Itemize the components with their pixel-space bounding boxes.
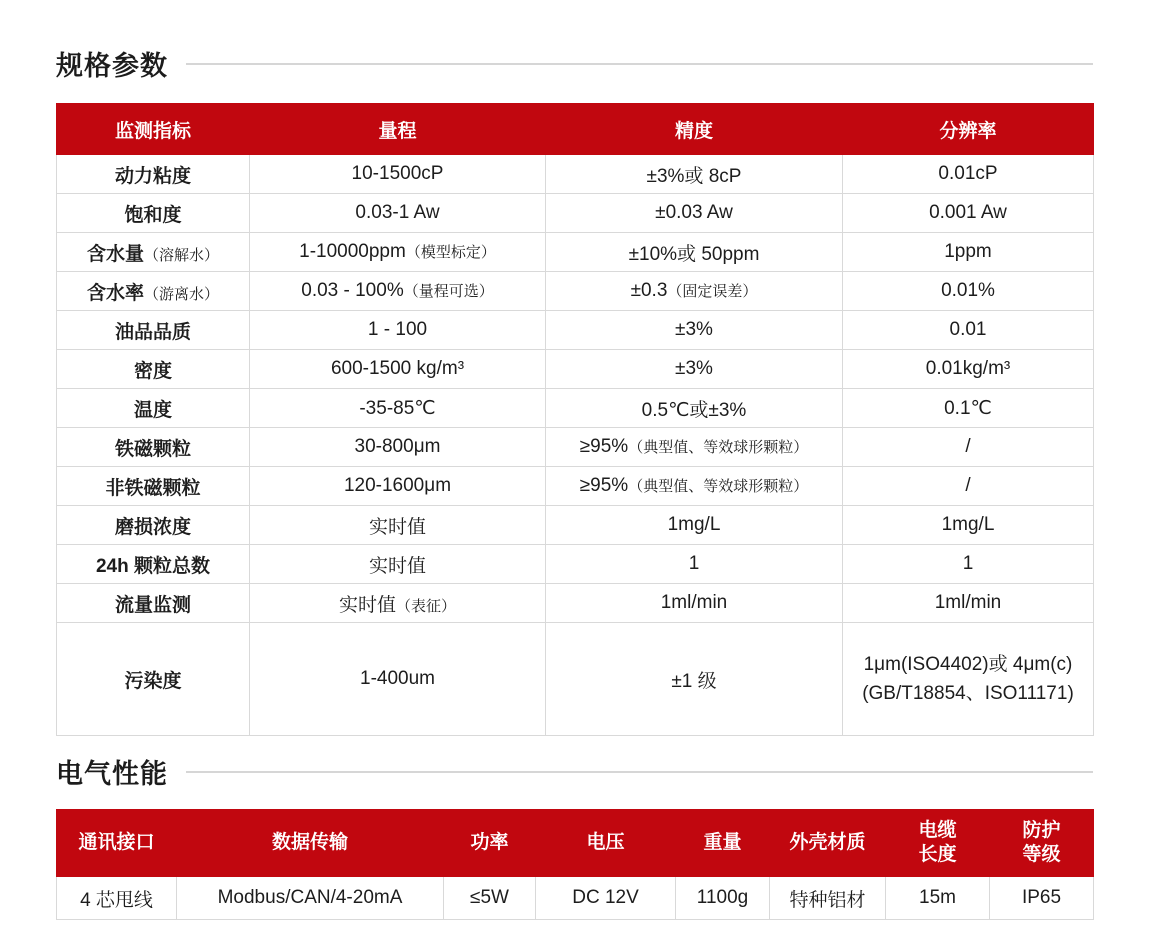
cell-range bbox=[250, 506, 546, 545]
range-value: 0.03-1 Aw bbox=[355, 202, 440, 223]
column-header-data-transfer: 数据传输 bbox=[177, 810, 444, 877]
cell-accuracy bbox=[546, 272, 843, 311]
metric-sublabel: （溶解水） bbox=[144, 246, 220, 264]
accuracy-value: ±3% bbox=[675, 319, 713, 340]
elec-table-head bbox=[57, 810, 1094, 877]
metric-label: 油品品质 bbox=[114, 321, 191, 343]
cell-range bbox=[250, 311, 546, 350]
cell-metric bbox=[57, 233, 250, 272]
range-value: 实时值 bbox=[338, 594, 396, 616]
cell-accuracy bbox=[546, 233, 843, 272]
column-header-resolution: 分辨率 bbox=[843, 104, 1094, 155]
range-value: 120-1600μm bbox=[343, 475, 452, 496]
cell-resolution: 0.01% bbox=[843, 272, 1094, 311]
accuracy-value: ±3%或 8cP bbox=[646, 165, 742, 187]
table-row bbox=[57, 272, 1094, 311]
cell-accuracy bbox=[546, 389, 843, 428]
cell-accuracy bbox=[546, 350, 843, 389]
cell-accuracy bbox=[546, 467, 843, 506]
accuracy-value: 1ml/min bbox=[660, 592, 728, 613]
cell-metric bbox=[57, 428, 250, 467]
cell-metric bbox=[57, 623, 250, 736]
protection-line-1: 防护 bbox=[1022, 820, 1061, 842]
cell-metric bbox=[57, 467, 250, 506]
range-value: 30-800μm bbox=[354, 436, 441, 457]
cell-interface: 4 芯甩线 bbox=[57, 877, 177, 920]
cell-metric bbox=[57, 311, 250, 350]
cell-housing-material: 特种铝材 bbox=[770, 877, 886, 920]
metric-label: 24h 颗粒总数 bbox=[95, 555, 211, 577]
cable-length-line-1: 电缆 bbox=[918, 820, 957, 842]
cell-accuracy bbox=[546, 428, 843, 467]
accuracy-value: ±0.03 Aw bbox=[655, 202, 733, 223]
column-header-metric: 监测指标 bbox=[57, 104, 250, 155]
cell-resolution: 1mg/L bbox=[843, 506, 1094, 545]
table-row bbox=[57, 623, 1094, 736]
accuracy-value: ±0.3 bbox=[630, 280, 668, 301]
range-value: 1 - 100 bbox=[367, 319, 428, 340]
range-note: （量程可选） bbox=[403, 283, 494, 300]
range-value: -35-85℃ bbox=[359, 397, 436, 419]
range-value: 10-1500cP bbox=[351, 163, 444, 184]
spec-section-heading bbox=[56, 0, 1093, 83]
cell-range bbox=[250, 545, 546, 584]
cell-accuracy bbox=[546, 623, 843, 736]
accuracy-value: 1mg/L bbox=[667, 514, 721, 535]
range-value: 0.03 - 100% bbox=[301, 280, 404, 301]
cell-range bbox=[250, 623, 546, 736]
column-header-weight: 重量 bbox=[676, 810, 770, 877]
cell-resolution: 0.001 Aw bbox=[843, 194, 1094, 233]
metric-label: 温度 bbox=[133, 399, 172, 421]
cell-resolution: / bbox=[843, 428, 1094, 467]
cell-metric bbox=[57, 194, 250, 233]
cell-resolution: / bbox=[843, 467, 1094, 506]
cell-range bbox=[250, 194, 546, 233]
cell-resolution: 0.1℃ bbox=[843, 389, 1094, 428]
column-header-voltage: 电压 bbox=[536, 810, 676, 877]
spec-section-title: 规格参数 bbox=[56, 51, 168, 81]
column-header-protection-rating bbox=[990, 810, 1094, 877]
cell-cable-length: 15m bbox=[886, 877, 990, 920]
metric-label: 密度 bbox=[133, 360, 172, 382]
cell-metric bbox=[57, 584, 250, 623]
accuracy-value: ±10%或 50ppm bbox=[628, 243, 760, 265]
accuracy-value: ±1 级 bbox=[671, 670, 717, 692]
cell-resolution: 0.01cP bbox=[843, 155, 1094, 194]
cell-metric bbox=[57, 389, 250, 428]
cell-range bbox=[250, 272, 546, 311]
metric-label: 饱和度 bbox=[124, 204, 182, 226]
cell-accuracy bbox=[546, 506, 843, 545]
spec-table-head bbox=[57, 104, 1094, 155]
range-value: 600-1500 kg/m³ bbox=[330, 358, 465, 379]
metric-label: 非铁磁颗粒 bbox=[105, 477, 201, 499]
heading-divider bbox=[186, 771, 1093, 773]
cell-protection-rating: IP65 bbox=[990, 877, 1094, 920]
table-row bbox=[57, 233, 1094, 272]
cell-resolution: 0.01 bbox=[843, 311, 1094, 350]
cell-resolution: 1ppm bbox=[843, 233, 1094, 272]
column-header-cable-length bbox=[886, 810, 990, 877]
cell-range bbox=[250, 389, 546, 428]
accuracy-value: ±3% bbox=[675, 358, 713, 379]
column-header-range: 量程 bbox=[250, 104, 546, 155]
electrical-performance-table bbox=[56, 809, 1094, 920]
cell-range bbox=[250, 584, 546, 623]
cell-accuracy bbox=[546, 545, 843, 584]
metric-label: 流量监测 bbox=[114, 594, 191, 616]
cell-resolution: 1ml/min bbox=[843, 584, 1094, 623]
accuracy-note: （典型值、等效球形颗粒） bbox=[628, 478, 809, 495]
protection-line-2: 等级 bbox=[1022, 844, 1061, 865]
cell-range bbox=[250, 233, 546, 272]
heading-divider bbox=[186, 63, 1093, 65]
cell-voltage: DC 12V bbox=[536, 877, 676, 920]
range-value: 实时值 bbox=[368, 516, 426, 538]
cell-metric bbox=[57, 545, 250, 584]
cell-resolution: 1μm(ISO4402)或 4μm(c)(GB/T18854、ISO11171) bbox=[843, 623, 1094, 736]
table-row bbox=[57, 545, 1094, 584]
table-row bbox=[57, 350, 1094, 389]
electrical-section-heading bbox=[56, 736, 1093, 791]
cell-data-transfer: Modbus/CAN/4-20mA bbox=[177, 877, 444, 920]
cell-accuracy bbox=[546, 311, 843, 350]
column-header-interface: 通讯接口 bbox=[57, 810, 177, 877]
cell-accuracy bbox=[546, 584, 843, 623]
cell-metric bbox=[57, 506, 250, 545]
cell-accuracy bbox=[546, 194, 843, 233]
table-row bbox=[57, 311, 1094, 350]
table-header-row bbox=[57, 104, 1094, 155]
cable-length-line-2: 长度 bbox=[918, 844, 957, 865]
accuracy-note: （典型值、等效球形颗粒） bbox=[628, 439, 809, 456]
metric-label: 污染度 bbox=[124, 670, 182, 692]
electrical-section-title: 电气性能 bbox=[56, 759, 168, 789]
cell-range bbox=[250, 350, 546, 389]
column-header-power: 功率 bbox=[444, 810, 536, 877]
cell-range bbox=[250, 155, 546, 194]
table-header-row bbox=[57, 810, 1094, 877]
accuracy-value: 0.5℃或±3% bbox=[641, 399, 747, 421]
table-row bbox=[57, 584, 1094, 623]
cell-range bbox=[250, 467, 546, 506]
cell-metric bbox=[57, 155, 250, 194]
table-row bbox=[57, 389, 1094, 428]
range-note: （模型标定） bbox=[405, 244, 496, 261]
metric-label: 动力粘度 bbox=[114, 165, 191, 187]
cell-weight: 1100g bbox=[676, 877, 770, 920]
range-value: 1-10000ppm bbox=[299, 241, 406, 262]
metric-label: 含水率 bbox=[86, 282, 144, 304]
table-row bbox=[57, 155, 1094, 194]
specification-table bbox=[56, 103, 1094, 736]
metric-label: 含水量 bbox=[86, 243, 144, 265]
table-row bbox=[57, 194, 1094, 233]
accuracy-value: ≥95% bbox=[579, 436, 629, 457]
cell-resolution: 0.01kg/m³ bbox=[843, 350, 1094, 389]
cell-power: ≤5W bbox=[444, 877, 536, 920]
cell-metric bbox=[57, 350, 250, 389]
spec-table-body bbox=[57, 155, 1094, 736]
range-value: 实时值 bbox=[368, 555, 426, 577]
metric-label: 铁磁颗粒 bbox=[114, 438, 191, 460]
elec-table-body bbox=[57, 877, 1094, 920]
table-row bbox=[57, 428, 1094, 467]
table-row bbox=[57, 506, 1094, 545]
cell-metric bbox=[57, 272, 250, 311]
accuracy-note: （固定误差） bbox=[667, 283, 758, 300]
accuracy-value: 1 bbox=[688, 553, 700, 574]
table-row bbox=[57, 877, 1094, 920]
table-row bbox=[57, 467, 1094, 506]
column-header-accuracy: 精度 bbox=[546, 104, 843, 155]
metric-label: 磨损浓度 bbox=[114, 516, 191, 538]
accuracy-value: ≥95% bbox=[579, 475, 629, 496]
cell-accuracy bbox=[546, 155, 843, 194]
range-note: （表征） bbox=[396, 597, 457, 615]
column-header-housing-material: 外壳材质 bbox=[770, 810, 886, 877]
range-value: 1-400um bbox=[360, 668, 435, 689]
cell-resolution: 1 bbox=[843, 545, 1094, 584]
cell-range bbox=[250, 428, 546, 467]
metric-sublabel: （游离水） bbox=[144, 285, 220, 303]
